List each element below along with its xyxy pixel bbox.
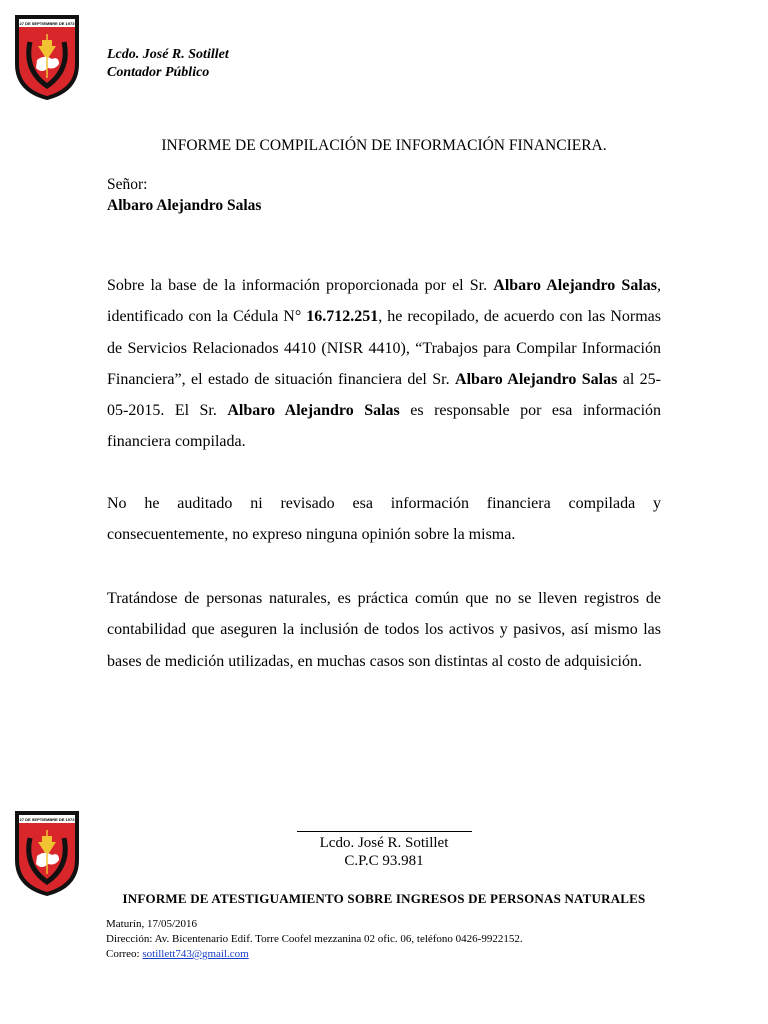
footer-title: INFORME DE ATESTIGUAMIENTO SOBRE INGRESOS DE PERSONAS NATURALES — [122, 891, 646, 906]
p1-client-name-3: Albaro Alejandro Salas — [227, 402, 400, 420]
footer-place-date: Maturín, 17/05/2016 — [106, 918, 198, 930]
p1-client-name-2: Albaro Alejandro Salas — [455, 370, 618, 388]
header-role: Contador Público — [107, 65, 210, 80]
footer-address: Dirección: Av. Bicentenario Edif. Torre Coofel mezzanina 02 ofic. 06, teléfono 0426-9922152. — [106, 933, 523, 945]
document-title: INFORME DE COMPILACIÓN DE INFORMACIÓN FINANCIERA. — [161, 137, 607, 154]
paragraph-natural-persons: Tratándose de personas naturales, es práctica común que no se lleven registros de contabilidad que aseguren la inclusión de todos los activos y pasivos, así mismo las bases de medición utilizadas, en muchas casos son distintas al costo de adquisición. — [107, 590, 661, 670]
p1-text-2: , identificado con la Cédula N° — [107, 277, 661, 326]
p1-text-1: Sobre la base de la información proporcionada por el Sr. — [107, 277, 494, 294]
p1-text-3: , he recopilado, de acuerdo con las Normas de Servicios Relacionados 4410 (NISR 4410), “Trabajos para Compilar Información Financiera”, el estado de situación financiera del Sr. — [107, 308, 662, 388]
paragraph-no-audit: No he auditado ni revisado esa información financiera compilada y consecuentemente, no expreso ninguna opinión sobre la misma. — [107, 495, 661, 544]
svg-text:27 DE SEPTIEMBRE DE 1973: 27 DE SEPTIEMBRE DE 1973 — [19, 817, 75, 822]
header-name: Lcdo. José R. Sotillet — [107, 47, 229, 62]
p1-client-name-1: Albaro Alejandro Salas — [493, 277, 657, 294]
svg-text:27 DE SEPTIEMBRE DE 1973: 27 DE SEPTIEMBRE DE 1973 — [19, 21, 75, 26]
seal-graphic — [12, 12, 82, 102]
salutation-greeting: Señor: — [107, 176, 148, 193]
footer-email-label: Correo: — [106, 948, 143, 960]
footer-contact — [106, 948, 249, 960]
footer-email-link[interactable]: sotillett743@gmail.com — [142, 948, 249, 960]
salutation-recipient: Albaro Alejandro Salas — [107, 197, 262, 214]
signature-line — [297, 831, 472, 832]
signature-cpc: C.P.C 93.981 — [344, 853, 424, 869]
contadores-seal-logo — [12, 12, 82, 102]
p1-cedula: 16.712.251 — [306, 308, 379, 326]
p1-text-5: es responsable por esa información financiera compilada. — [107, 402, 662, 451]
signature-name: Lcdo. José R. Sotillet — [319, 835, 449, 851]
p1-text-4: al 25-05-2015. El Sr. — [107, 370, 662, 420]
paragraph-compilation — [107, 270, 661, 458]
